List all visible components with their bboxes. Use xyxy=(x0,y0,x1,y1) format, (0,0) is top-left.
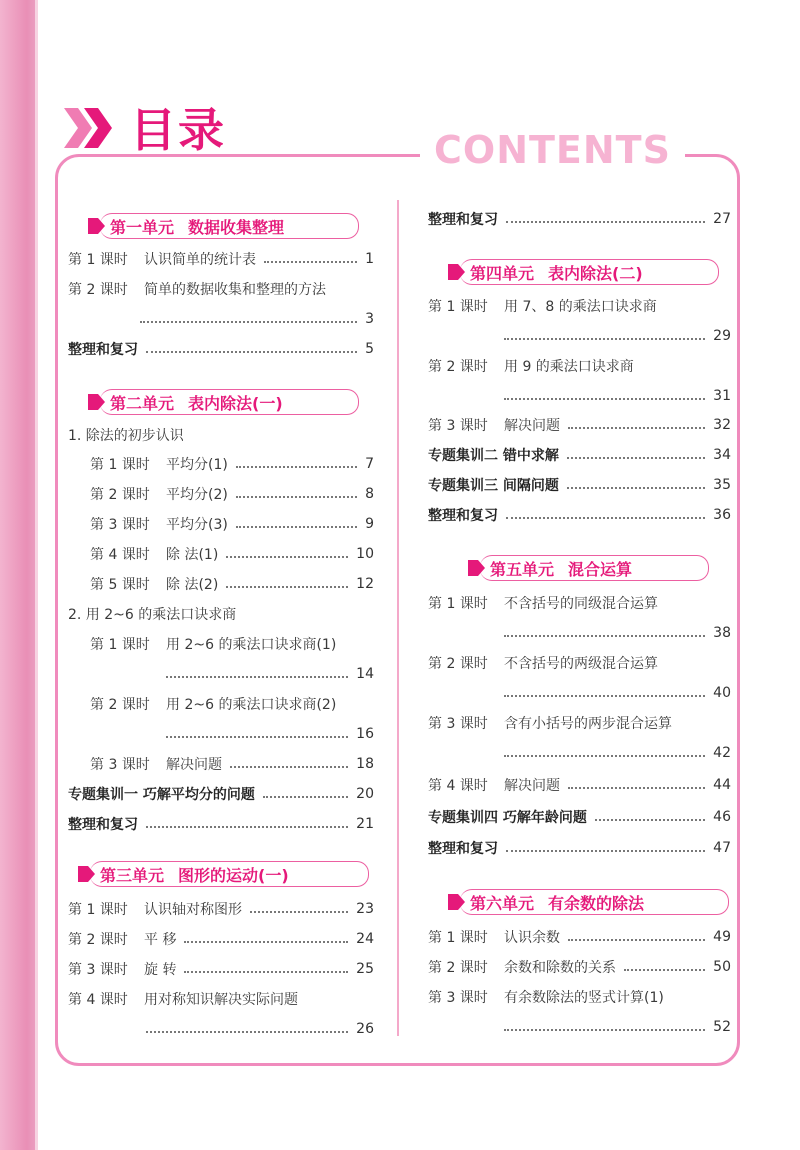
toc-entry[interactable]: 第 4 课时 除 法(1) 10 xyxy=(90,546,374,563)
toc-entry-continued xyxy=(504,1016,731,1038)
page-number: 29 xyxy=(713,328,731,344)
unit-name: 第四单元 xyxy=(470,263,535,283)
page-number: 27 xyxy=(713,211,731,227)
page-number: 23 xyxy=(356,901,374,917)
page-number: 18 xyxy=(356,756,374,772)
contents-heading: CONTENTS xyxy=(420,128,685,172)
unit-name: 第三单元 xyxy=(100,865,165,885)
unit-name: 第二单元 xyxy=(110,393,175,413)
page-number: 9 xyxy=(365,516,374,532)
toc-entry[interactable]: 第 3 课时 解决问题 18 xyxy=(90,756,374,773)
page-number: 36 xyxy=(713,507,731,523)
toc-entry-review[interactable]: 整理和复习 21 xyxy=(68,816,374,833)
unit-heading xyxy=(86,388,359,416)
pentagon-marker-icon xyxy=(86,392,106,412)
unit-heading xyxy=(466,554,709,582)
page-number: 26 xyxy=(356,1021,374,1037)
section-heading: 2. 用 2~6 的乘法口诀求商 xyxy=(68,607,237,623)
toc-entry[interactable]: 第 1 课时 用 7、8 的乘法口诀求商 xyxy=(428,299,657,315)
page-number: 32 xyxy=(713,417,731,433)
toc-entry-continued xyxy=(166,723,374,745)
page-number: 44 xyxy=(713,777,731,793)
double-chevron-icon xyxy=(62,106,124,150)
toc-entry-continued xyxy=(504,682,731,704)
book-spine xyxy=(0,0,38,1150)
page-number: 3 xyxy=(365,311,374,327)
toc-entry-continued xyxy=(140,308,374,330)
unit-topic: 表内除法(一) xyxy=(188,393,283,413)
toc-entry-review[interactable]: 整理和复习 5 xyxy=(68,341,374,358)
toc-entry[interactable]: 第 2 课时 不含括号的两级混合运算 xyxy=(428,656,658,672)
page-number: 14 xyxy=(356,666,374,682)
pentagon-marker-icon xyxy=(446,892,466,912)
toc-entry[interactable]: 第 3 课时 有余数除法的竖式计算(1) xyxy=(428,990,664,1006)
toc-entry[interactable]: 第 2 课时 余数和除数的关系 50 xyxy=(428,959,731,976)
toc-entry-continued xyxy=(504,622,731,644)
page-number: 10 xyxy=(356,546,374,562)
toc-entry-continued xyxy=(504,325,731,347)
toc-entry[interactable]: 第 2 课时 平均分(2) 8 xyxy=(90,486,374,503)
page-number: 1 xyxy=(365,251,374,267)
toc-entry-review[interactable]: 整理和复习 47 xyxy=(428,840,731,857)
page-number: 12 xyxy=(356,576,374,592)
page-number: 34 xyxy=(713,447,731,463)
toc-entry-continued xyxy=(146,1018,374,1040)
page-number: 46 xyxy=(713,809,731,825)
unit-heading xyxy=(446,258,719,286)
toc-entry[interactable]: 第 4 课时 用对称知识解决实际问题 xyxy=(68,992,298,1008)
unit-topic: 有余数的除法 xyxy=(548,893,645,913)
unit-heading xyxy=(76,860,369,888)
toc-entry-special[interactable]: 专题集训二 错中求解 34 xyxy=(428,447,731,464)
toc-entry-continued xyxy=(504,742,731,764)
column-divider xyxy=(397,200,399,1036)
page-number: 21 xyxy=(356,816,374,832)
toc-entry[interactable]: 第 1 课时 认识轴对称图形 23 xyxy=(68,901,374,918)
toc-entry-continued xyxy=(166,663,374,685)
page-number: 25 xyxy=(356,961,374,977)
toc-entry[interactable]: 第 5 课时 除 法(2) 12 xyxy=(90,576,374,593)
pentagon-marker-icon xyxy=(76,864,96,884)
toc-entry[interactable]: 第 3 课时 旋 转 25 xyxy=(68,961,374,978)
unit-topic: 数据收集整理 xyxy=(188,217,285,237)
page-number: 8 xyxy=(365,486,374,502)
toc-entry-review[interactable]: 整理和复习 27 xyxy=(428,211,731,228)
toc-entry[interactable]: 第 1 课时 不含括号的同级混合运算 xyxy=(428,596,658,612)
toc-entry[interactable]: 第 3 课时 解决问题 32 xyxy=(428,417,731,434)
page-number: 42 xyxy=(713,745,731,761)
page-number: 40 xyxy=(713,685,731,701)
page-number: 47 xyxy=(713,840,731,856)
toc-entry[interactable]: 第 1 课时 认识余数 49 xyxy=(428,929,731,946)
page-number: 49 xyxy=(713,929,731,945)
toc-entry[interactable]: 第 2 课时 用 9 的乘法口诀求商 xyxy=(428,359,634,375)
toc-entry-review[interactable]: 整理和复习 36 xyxy=(428,507,731,524)
toc-entry[interactable]: 第 2 课时 简单的数据收集和整理的方法 xyxy=(68,282,326,298)
unit-topic: 混合运算 xyxy=(568,559,633,579)
page-number: 52 xyxy=(713,1019,731,1035)
toc-entry[interactable]: 第 4 课时 解决问题 44 xyxy=(428,777,731,794)
page-number: 35 xyxy=(713,477,731,493)
unit-topic: 表内除法(二) xyxy=(548,263,643,283)
toc-entry[interactable]: 第 3 课时 平均分(3) 9 xyxy=(90,516,374,533)
unit-name: 第五单元 xyxy=(490,559,555,579)
pentagon-marker-icon xyxy=(86,216,106,236)
page-number: 20 xyxy=(356,786,374,802)
page-number: 5 xyxy=(365,341,374,357)
toc-entry-special[interactable]: 专题集训三 间隔问题 35 xyxy=(428,477,731,494)
page-number: 50 xyxy=(713,959,731,975)
toc-entry[interactable]: 第 1 课时 认识简单的统计表 1 xyxy=(68,251,374,268)
unit-topic: 图形的运动(一) xyxy=(178,865,289,885)
section-heading: 1. 除法的初步认识 xyxy=(68,428,184,444)
unit-heading xyxy=(86,212,359,240)
unit-name: 第六单元 xyxy=(470,893,535,913)
page-title: 目录 xyxy=(130,103,226,157)
pentagon-marker-icon xyxy=(466,558,486,578)
pentagon-marker-icon xyxy=(446,262,466,282)
page-number: 24 xyxy=(356,931,374,947)
toc-entry-continued xyxy=(504,385,731,407)
toc-entry[interactable]: 第 2 课时 平 移 24 xyxy=(68,931,374,948)
toc-entry-special[interactable]: 专题集训四 巧解年龄问题 46 xyxy=(428,809,731,826)
toc-entry[interactable]: 第 1 课时 平均分(1) 7 xyxy=(90,456,374,473)
page-number: 31 xyxy=(713,388,731,404)
toc-entry-special[interactable]: 专题集训一 巧解平均分的问题 20 xyxy=(68,786,374,803)
toc-entry[interactable]: 第 1 课时 用 2~6 的乘法口诀求商(1) xyxy=(90,637,337,653)
page-number: 16 xyxy=(356,726,374,742)
page-number: 7 xyxy=(365,456,374,472)
page-number: 38 xyxy=(713,625,731,641)
unit-name: 第一单元 xyxy=(110,217,175,237)
unit-heading xyxy=(446,888,729,916)
toc-entry[interactable]: 第 3 课时 含有小括号的两步混合运算 xyxy=(428,716,672,732)
toc-entry[interactable]: 第 2 课时 用 2~6 的乘法口诀求商(2) xyxy=(90,697,337,713)
